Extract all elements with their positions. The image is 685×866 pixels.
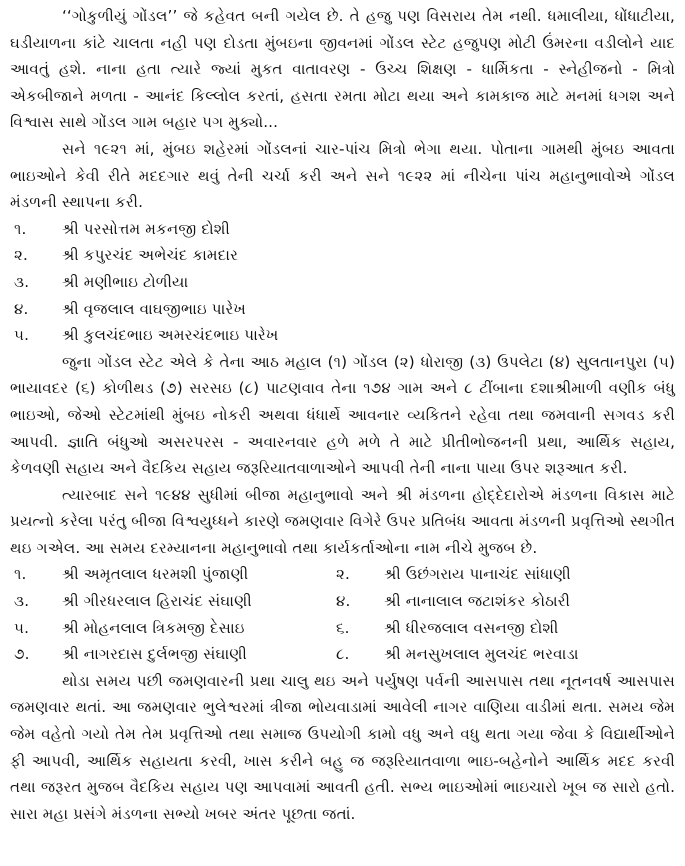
wartime-paragraph: ત્યારબાદ સને ૧૯૪૪ સુધીમાં બીજા મહાનુભાવો અને શ્રી મંડળના હોદ્દેદારોએ મંડળના વિકાસ માટે પ્રયત્નો કરેલા પરંતુ બીજા વિશ્વયુધ્ધને કારણે જમણવાર વિગેરે ઉપર પ્રતિબંધ આવતા મંડળની પ્રવૃત્તિઓ સ્થગીત થઇ ગએલ. આ સમય દરમ્યાનના મહાનુભાવો તથા કાર્યકર્તાઓના નામ નીચે મુજબ છે. xyxy=(10,485,675,557)
worker-name: શ્રી ધીરજલાલ વસનજી દોશી xyxy=(384,618,559,637)
founder-number: ૩. xyxy=(14,272,30,291)
worker-item xyxy=(10,588,332,615)
worker-number: ૬. xyxy=(336,618,350,637)
state-history-paragraph: જુના ગોંડલ સ્ટેટ એલે કે તેના આઠ મહાલ (૧) ગોંડલ (૨) ધોરાજી (૩) ઉપલેટા (૪) સુલતાનપુરા (૫) ભાયાવદર (૬) કોળીથડ (૭) સરસઇ (૮) પાટણવાવ તેના ૧૭૪ ગામ અને ૮ ટીંબાના દશાશ્રીમાળી વણીક બંધુ ભાઇઓ, જેઓ સ્ટેટમાંથી મુંબઇ નોકરી અથવા ધંધાર્થે આવનાર વ્યકિતને રહેવા તથા જમવાની સગવડ કરી આપવી. જ્ઞાતિ બંધુઓ અસરપરસ - અવારનવાર હળે મળે તે માટે પ્રીતીભોજનની પ્રથા, આર્થિક સહાય, કેળવણી સહાય અને વૈદકિય સહાય જરૂરિયાતવાળાઓને આપવી તેની નાના પાયા ઉપર શરૂઆત કરી. xyxy=(10,352,675,478)
worker-item xyxy=(10,615,332,642)
founder-number: ૧. xyxy=(14,219,27,238)
worker-name: શ્રી નાગરદાસ દુર્લભજી સંઘાણી xyxy=(62,645,247,664)
founders-list xyxy=(10,216,675,349)
workers-grid xyxy=(10,561,675,667)
worker-number: ૫. xyxy=(14,618,30,637)
founder-name: શ્રી કુલચંદભાઇ અમરચંદભાઇ પારેખ xyxy=(62,326,279,345)
founding-paragraph: સને ૧૯૨૧ માં, મુંબઇ શહેરમાં ગોંડલનાં ચાર-પાંચ મિત્રો ભેગા થયા. પોતાના ગામથી મુંબઇ આવતા ભાઇઓને કેવી રીતે મદદગાર થવું તેની ચર્ચા કરી અને સને ૧૯૨૨ માં નીચેના પાંચ મહાનુભાવોએ ગોંડલ મંડળની સ્થાપના કરી. xyxy=(10,139,675,212)
worker-item xyxy=(332,588,675,615)
worker-number: ૮. xyxy=(336,645,350,664)
founder-name: શ્રી કપુરચંદ અભેચંદ કામદાર xyxy=(62,246,239,265)
worker-number: ૧. xyxy=(14,565,27,584)
worker-item xyxy=(332,641,675,668)
worker-item xyxy=(10,561,332,588)
founder-item xyxy=(10,269,675,296)
worker-item xyxy=(332,615,675,642)
worker-name: શ્રી અમૃતલાલ ધરમશી પુંજાણી xyxy=(62,565,249,584)
worker-item xyxy=(332,561,675,588)
worker-item xyxy=(10,641,332,668)
worker-name: શ્રી મોહનલાલ ત્રિકમજી દેસાઇ xyxy=(62,618,245,637)
founder-name: શ્રી મણીભાઇ ટોળીયા xyxy=(62,272,189,291)
founder-item xyxy=(10,216,675,243)
worker-number: ૩. xyxy=(14,592,30,611)
founder-item xyxy=(10,242,675,269)
worker-name: શ્રી નાનાલાલ જટાશંકર કોઠારી xyxy=(384,592,571,611)
later-activities-paragraph: થોડા સમય પછી જમણવારની પ્રથા ચાલુ થઇ અને પર્યુષણ પર્વની આસપાસ તથા નૂતનવર્ષ આસપાસ જમણવાર થતાં. આ જમણવાર ભુલેશ્વરમાં ત્રીજા ભોયવાડામાં આવેલી નાગર વાણિયા વાડીમાં થતા. સમય જેમ જેમ વહેતો ગયો તેમ તેમ પ્રવૃત્તિઓ તથા સમાજ ઉપયોગી કામો વધુ અને વધુ થતા ગયા જેવા કે વિદ્યાર્થીઓને ફી આપવી, આર્થિક સહાયતા કરવી, ખાસ કરીને બહુ જ જરૂરિયાતવાળા ભાઇ-બહેનોને આર્થિક મદદ કરવી તથા જરૂરત મુજબ વૈદકિય સહાય પણ આપવામાં આવતી હતી. સભ્ય ભાઇઓમાં ભાઇચારો ખૂબ જ સારો હતો. સારા મહા પ્રસંગે મંડળના સભ્યો ખબર અંતર પૂછતા જતાં. xyxy=(10,671,675,823)
founder-number: ૪. xyxy=(14,299,29,318)
founder-item xyxy=(10,296,675,323)
founder-name: શ્રી વૃજલાલ વાઘજીભાઇ પારેખ xyxy=(62,299,246,318)
worker-number: ૨. xyxy=(336,565,350,584)
intro-paragraph: ‘‘ગોકુળીયું ગોંડલ’’ જે કહેવત બની ગયેલ છે. તે હજુ પણ વિસરાય તેમ નથી. ધમાલીયા, ધોંધાટીયા, ઘડીયાળના કાંટે ચાલતા નહી પણ દોડતા મુંબઇના જીવનમાં ગોંડલ સ્ટેટ હજુપણ મોટી ઉંમરના વડીલોને યાદ આવતું હશે. નાના હતા ત્યારે જ્યાં મુકત વાતાવરણ - ઉચ્ચ શિક્ષણ - ધાર્મિકતા - સ્નેહીજનો - મિત્રો એકબીજાને મળતા - આનંદ કિલ્લોલ કરતાં, હસતા રમતા મોટા થયા અને કામકાજ માટે મનમાં ધગશ અને વિશ્વાસ સાથે ગોંડલ ગામ બહાર પગ મુક્યો... xyxy=(10,7,675,132)
founder-number: ૫. xyxy=(14,326,30,345)
worker-name: શ્રી મનસુખલાલ મુલચંદ ભરવાડા xyxy=(384,645,579,664)
founder-item xyxy=(10,322,675,349)
founder-number: ૨. xyxy=(14,246,28,265)
worker-name: શ્રી ગીરધરલાલ હિરાચંદ સંઘાણી xyxy=(62,592,252,611)
worker-number: ૭. xyxy=(14,645,30,664)
worker-name: શ્રી ઉછંગરાય પાનાચંદ સાંધાણી xyxy=(384,565,571,584)
founder-name: શ્રી પરસોત્તમ મકનજી દોશી xyxy=(62,219,230,238)
worker-number: ૪. xyxy=(336,592,351,611)
